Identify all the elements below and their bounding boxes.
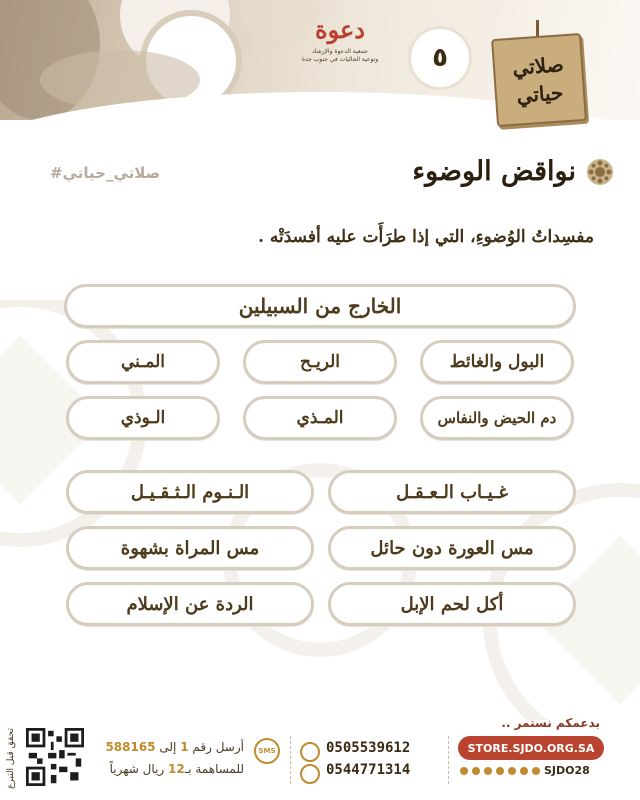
- logo-line-2: وتوعية الجاليات في جنوب جدة: [301, 56, 379, 63]
- telegram-icon[interactable]: [460, 767, 468, 775]
- amount-suffix: ريال شهرياً: [109, 762, 165, 776]
- social-handle: SJDO28: [544, 764, 590, 777]
- whatsapp-icon: [300, 764, 320, 784]
- store-link[interactable]: STORE.SJDO.ORG.SA: [458, 736, 604, 760]
- footer-divider-2: [448, 736, 450, 784]
- lesson-number: ٥: [432, 43, 448, 73]
- lesson-number-badge: [408, 26, 472, 90]
- send-prefix: أرسل رقم: [192, 740, 244, 754]
- sms-instruction-1: [94, 740, 244, 754]
- item-pair1-left: الـنـوم الـثـقـيـل: [66, 470, 314, 514]
- ornament-icon: [586, 158, 614, 186]
- item-row2-3: الـوذي: [66, 396, 220, 440]
- footer-divider-1: [290, 736, 292, 784]
- x-icon[interactable]: [496, 767, 504, 775]
- social-row: [460, 764, 606, 777]
- support-text: بدعمكم نستمر ..: [501, 716, 600, 730]
- qr-code[interactable]: [26, 728, 84, 786]
- tiktok-icon[interactable]: [484, 767, 492, 775]
- hanging-sign: [492, 20, 584, 130]
- contribute-text: للمساهمة بـ: [184, 762, 244, 776]
- item-pair2-left: مس المراة بشهوة: [66, 526, 314, 570]
- logo-line-1: جمعية الدعوة والإرشاد: [312, 48, 368, 55]
- association-logo: [285, 12, 395, 64]
- phone-number-2[interactable]: 0544771314: [326, 762, 411, 778]
- item-row1-1: البول والغائط: [420, 340, 574, 384]
- instagram-icon[interactable]: [472, 767, 480, 775]
- footer: [0, 700, 640, 800]
- amount: 12: [168, 762, 185, 776]
- item-row2-2: المـذي: [243, 396, 397, 440]
- definition-text: مفسِداتُ الوُضوءِ، التي إذا طرَأَت عليه أفسدَتْه .: [258, 227, 594, 247]
- youtube-icon[interactable]: [532, 767, 540, 775]
- item-row2-1: دم الحيض والنفاس: [420, 396, 574, 440]
- item-wide: الخارج من السبيلين: [64, 284, 576, 328]
- item-pair3-left: الردة عن الإسلام: [66, 582, 314, 626]
- item-row1-3: المـني: [66, 340, 220, 384]
- snapchat-icon[interactable]: [520, 767, 528, 775]
- phone-icon: [300, 742, 320, 762]
- sms-instruction-2: [94, 762, 244, 776]
- sign-text-bottom: حياتي: [515, 80, 565, 108]
- sign-board: [491, 33, 587, 127]
- send-number: 1: [180, 740, 189, 754]
- send-to: إلى: [159, 740, 177, 754]
- sign-text-top: صلاتي: [511, 52, 565, 80]
- qr-label: تحقق قبل التبرع: [6, 728, 16, 789]
- sms-icon: [254, 738, 280, 764]
- hashtag: #صلاتي_حياتي: [50, 164, 161, 182]
- page-title: نواقض الوضوء: [412, 156, 576, 187]
- item-row1-2: الريـح: [243, 340, 397, 384]
- short-code: 588165: [105, 740, 156, 754]
- item-pair2-right: مس العورة دون حائل: [328, 526, 576, 570]
- title-row: [412, 156, 614, 187]
- phone-number-1[interactable]: 0505539612: [326, 740, 411, 756]
- facebook-icon[interactable]: [508, 767, 516, 775]
- item-pair1-right: غـيـاب الـعـقـل: [328, 470, 576, 514]
- logo-word: دعوة: [315, 15, 365, 44]
- sms-label: SMS: [258, 747, 276, 755]
- item-pair3-right: أكل لحم الإبل: [328, 582, 576, 626]
